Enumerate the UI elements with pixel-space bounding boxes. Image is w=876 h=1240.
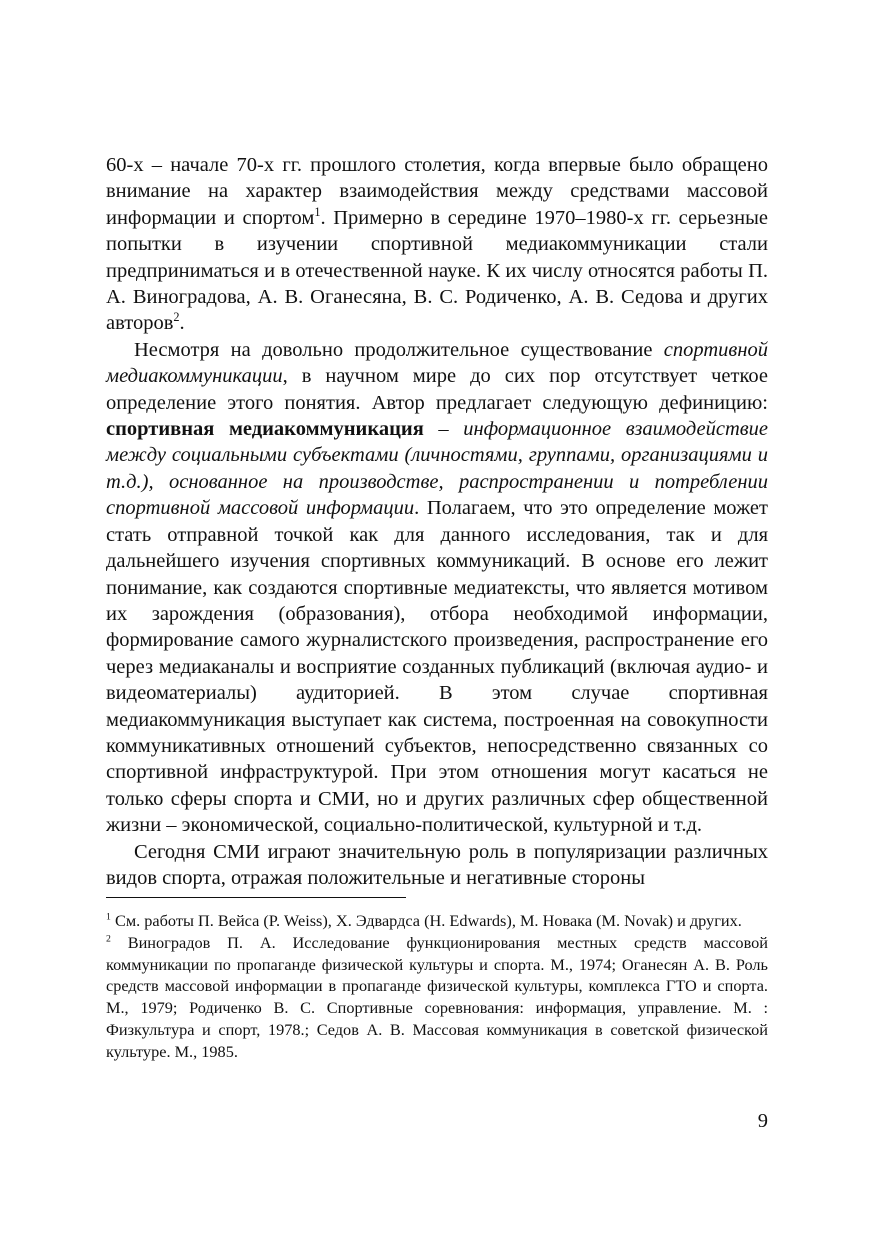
footnote-1 <box>106 910 768 932</box>
definition-text: информационное взаимодействие между социальными субъектами (личностями, группами, организациями и т.д.), основанное на производстве, распространении и потреблении спортивной массовой информации <box>106 418 768 520</box>
footnote-2-marker: 2 <box>106 933 111 945</box>
paragraph-3 <box>106 839 768 892</box>
paragraph-2-text-a: Несмотря на довольно продолжительное существование <box>134 338 664 361</box>
paragraph-1 <box>106 152 768 337</box>
body-text <box>106 152 768 891</box>
paragraph-2-italic-term: спортивной медиакоммуникации <box>106 338 768 388</box>
paragraph-2-text-c: . Полагаем, что это определение может стать отправной точкой как для данного исследования, так и для дальнейшего изучения спортивных коммуникаций. В основе его лежит понимание, как создаются спортивные медиатексты, что является мотивом их зарождения (образования), отбора необходимой информации, формирование самого журналистского произведения, распространение его через медиаканалы и восприятие созданных публикаций (включая аудио- и видеоматериалы) аудиторией. В этом случае спортивная медиакоммуникация выступает как система, построенная на совокупности коммуникативных отношений субъектов, непосредственно связанных со спортивной инфраструктурой. При этом отношения могут касаться не только сферы спорта и СМИ, но и других различных сфер общественной жизни – экономической, социально-политической, культурной и т.д. <box>106 497 768 837</box>
footnote-divider <box>106 897 406 898</box>
footnote-ref-2[interactable]: 2 <box>173 310 180 325</box>
paragraph-1-text-c: . <box>179 312 185 335</box>
footnotes <box>106 910 768 1063</box>
paragraph-2-text-b: , в научном мире до сих пор отсутствует четкое определение этого понятия. Автор предлагает следующую дефиницию: <box>106 365 768 414</box>
footnote-2-text: Виноградов П. А. Исследование функционирования местных средств массовой коммуникации по пропаганде физической культуры и спорта. М., 1974; Оганесян А. В. Роль средств массовой информации в пропаганде физической культуры, комплекса ГТО и спорта. М., 1979; Родиченко В. С. Спортивные соревнования: информация, управление. М. : Физкультура и спорт, 1978.; Седов А. В. Массовая коммуникация в советской физической культуре. М., 1985. <box>106 932 768 1061</box>
footnote-1-text: См. работы П. Вейса (P. Weiss), Х. Эдвардса (H. Edwards), М. Новака (M. Novak) и других. <box>110 911 742 930</box>
page-number: 9 <box>757 1110 768 1132</box>
footnote-ref-1[interactable]: 1 <box>314 204 321 219</box>
footnote-2 <box>106 932 768 1063</box>
definition-dash: – <box>423 418 464 441</box>
definition-term: спортивная медиакоммуникация <box>106 418 424 441</box>
paragraph-2 <box>106 337 768 839</box>
paragraph-3-text: Сегодня СМИ играют значительную роль в популяризации различных видов спорта, отражая положительные и негативные стороны <box>106 840 768 889</box>
paragraph-1-text-a: 60-х – начале 70-х гг. прошлого столетия, когда впервые было обращено внимание на характер взаимодействия между средствами массовой информации и спортом <box>106 154 768 229</box>
paragraph-1-text-b: . Примерно в середине 1970–1980-х гг. серьезные попытки в изучении спортивной медиакоммуникации стали предприниматься и в отечественной науке. К их числу относятся работы П. А. Виноградова, А. В. Оганесяна, В. С. Родиченко, А. В. Седова и других авторов <box>106 206 768 335</box>
footnote-1-marker: 1 <box>106 911 111 923</box>
